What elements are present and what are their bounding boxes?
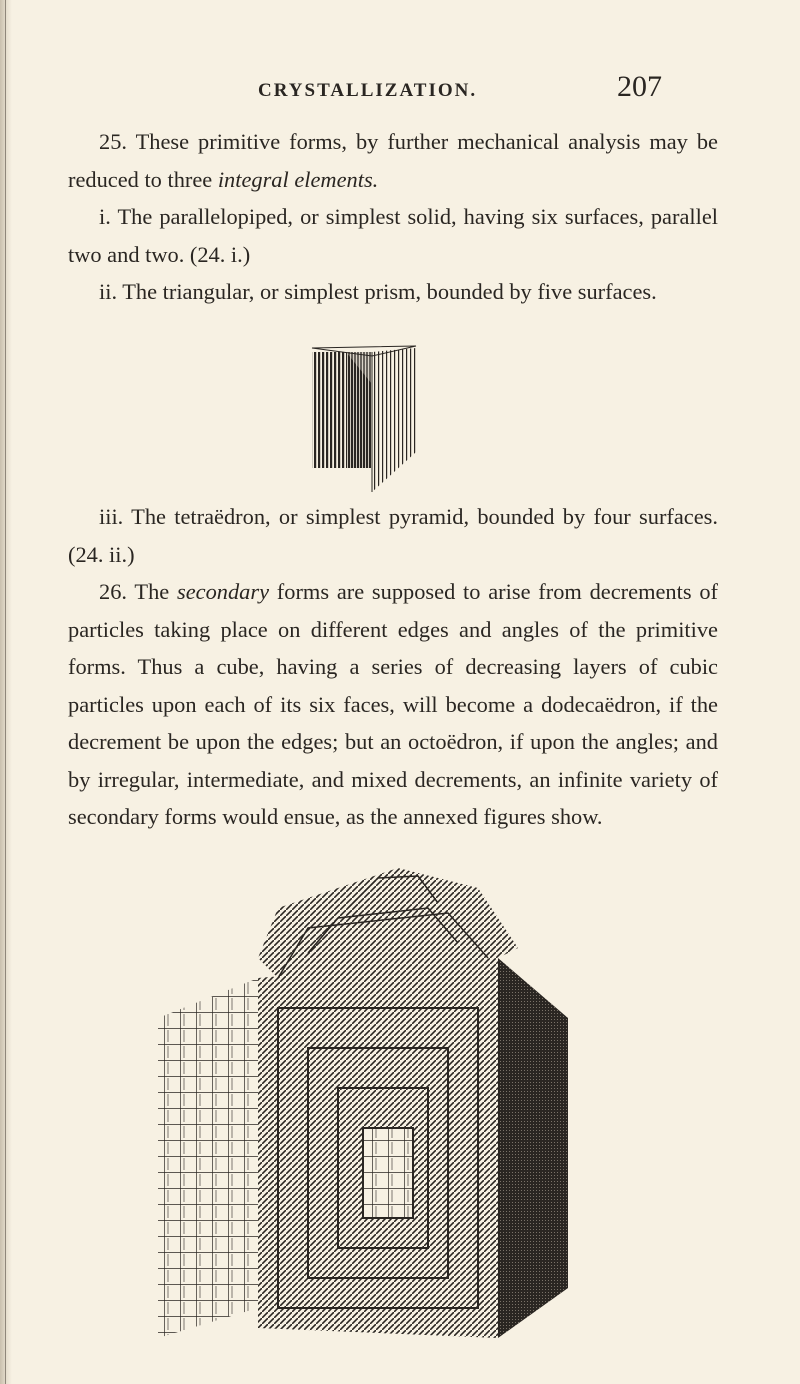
para25-text: These primitive forms, by further mechanical analysis may be reduced to three	[68, 129, 718, 192]
item-tetraedron: iii. The tetraëdron, or simplest pyramid, bounded by four surfaces. (24. ii.)	[68, 504, 718, 567]
paragraph-26	[68, 498, 718, 836]
page-number: 207	[617, 70, 662, 103]
para25-intro	[68, 123, 718, 198]
para26-emphasis: secondary	[176, 579, 270, 604]
book-spine-shadow	[0, 0, 12, 1384]
paragraph-25	[68, 123, 718, 311]
running-title: CRYSTALLIZATION.	[258, 80, 478, 101]
para26-number: 26.	[99, 579, 127, 604]
item-parallelopiped: i. The parallelopiped, or simplest solid, having six surfaces, parallel two and two. (24. i.)	[68, 204, 718, 267]
para26-text-b: forms are supposed to arise from decrements of particles taking place on different edges and angles of the primitive forms. Thus a cube, having a series of decreasing layers of cubic particles upon each of its six faces, will become a dodecaëdron, if the decrement be upon the edges; but an octoëdron, if upon the angles; and by irregular, intermediate, and mixed decrements, an infinite variety of secondary forms would ensue, as the annexed figures show.	[68, 579, 718, 829]
stepped-cube-figure	[148, 868, 578, 1340]
para26-text-a: The	[134, 579, 177, 604]
page-header	[0, 70, 800, 110]
triangular-prism-figure	[306, 342, 424, 494]
para26-body	[68, 573, 718, 836]
gutter-line	[5, 0, 6, 1384]
item-triangular-prism: ii. The triangular, or simplest prism, bounded by five surfaces.	[99, 279, 657, 304]
para25-number: 25.	[99, 129, 127, 154]
para25-emphasis: integral elements.	[217, 166, 379, 192]
